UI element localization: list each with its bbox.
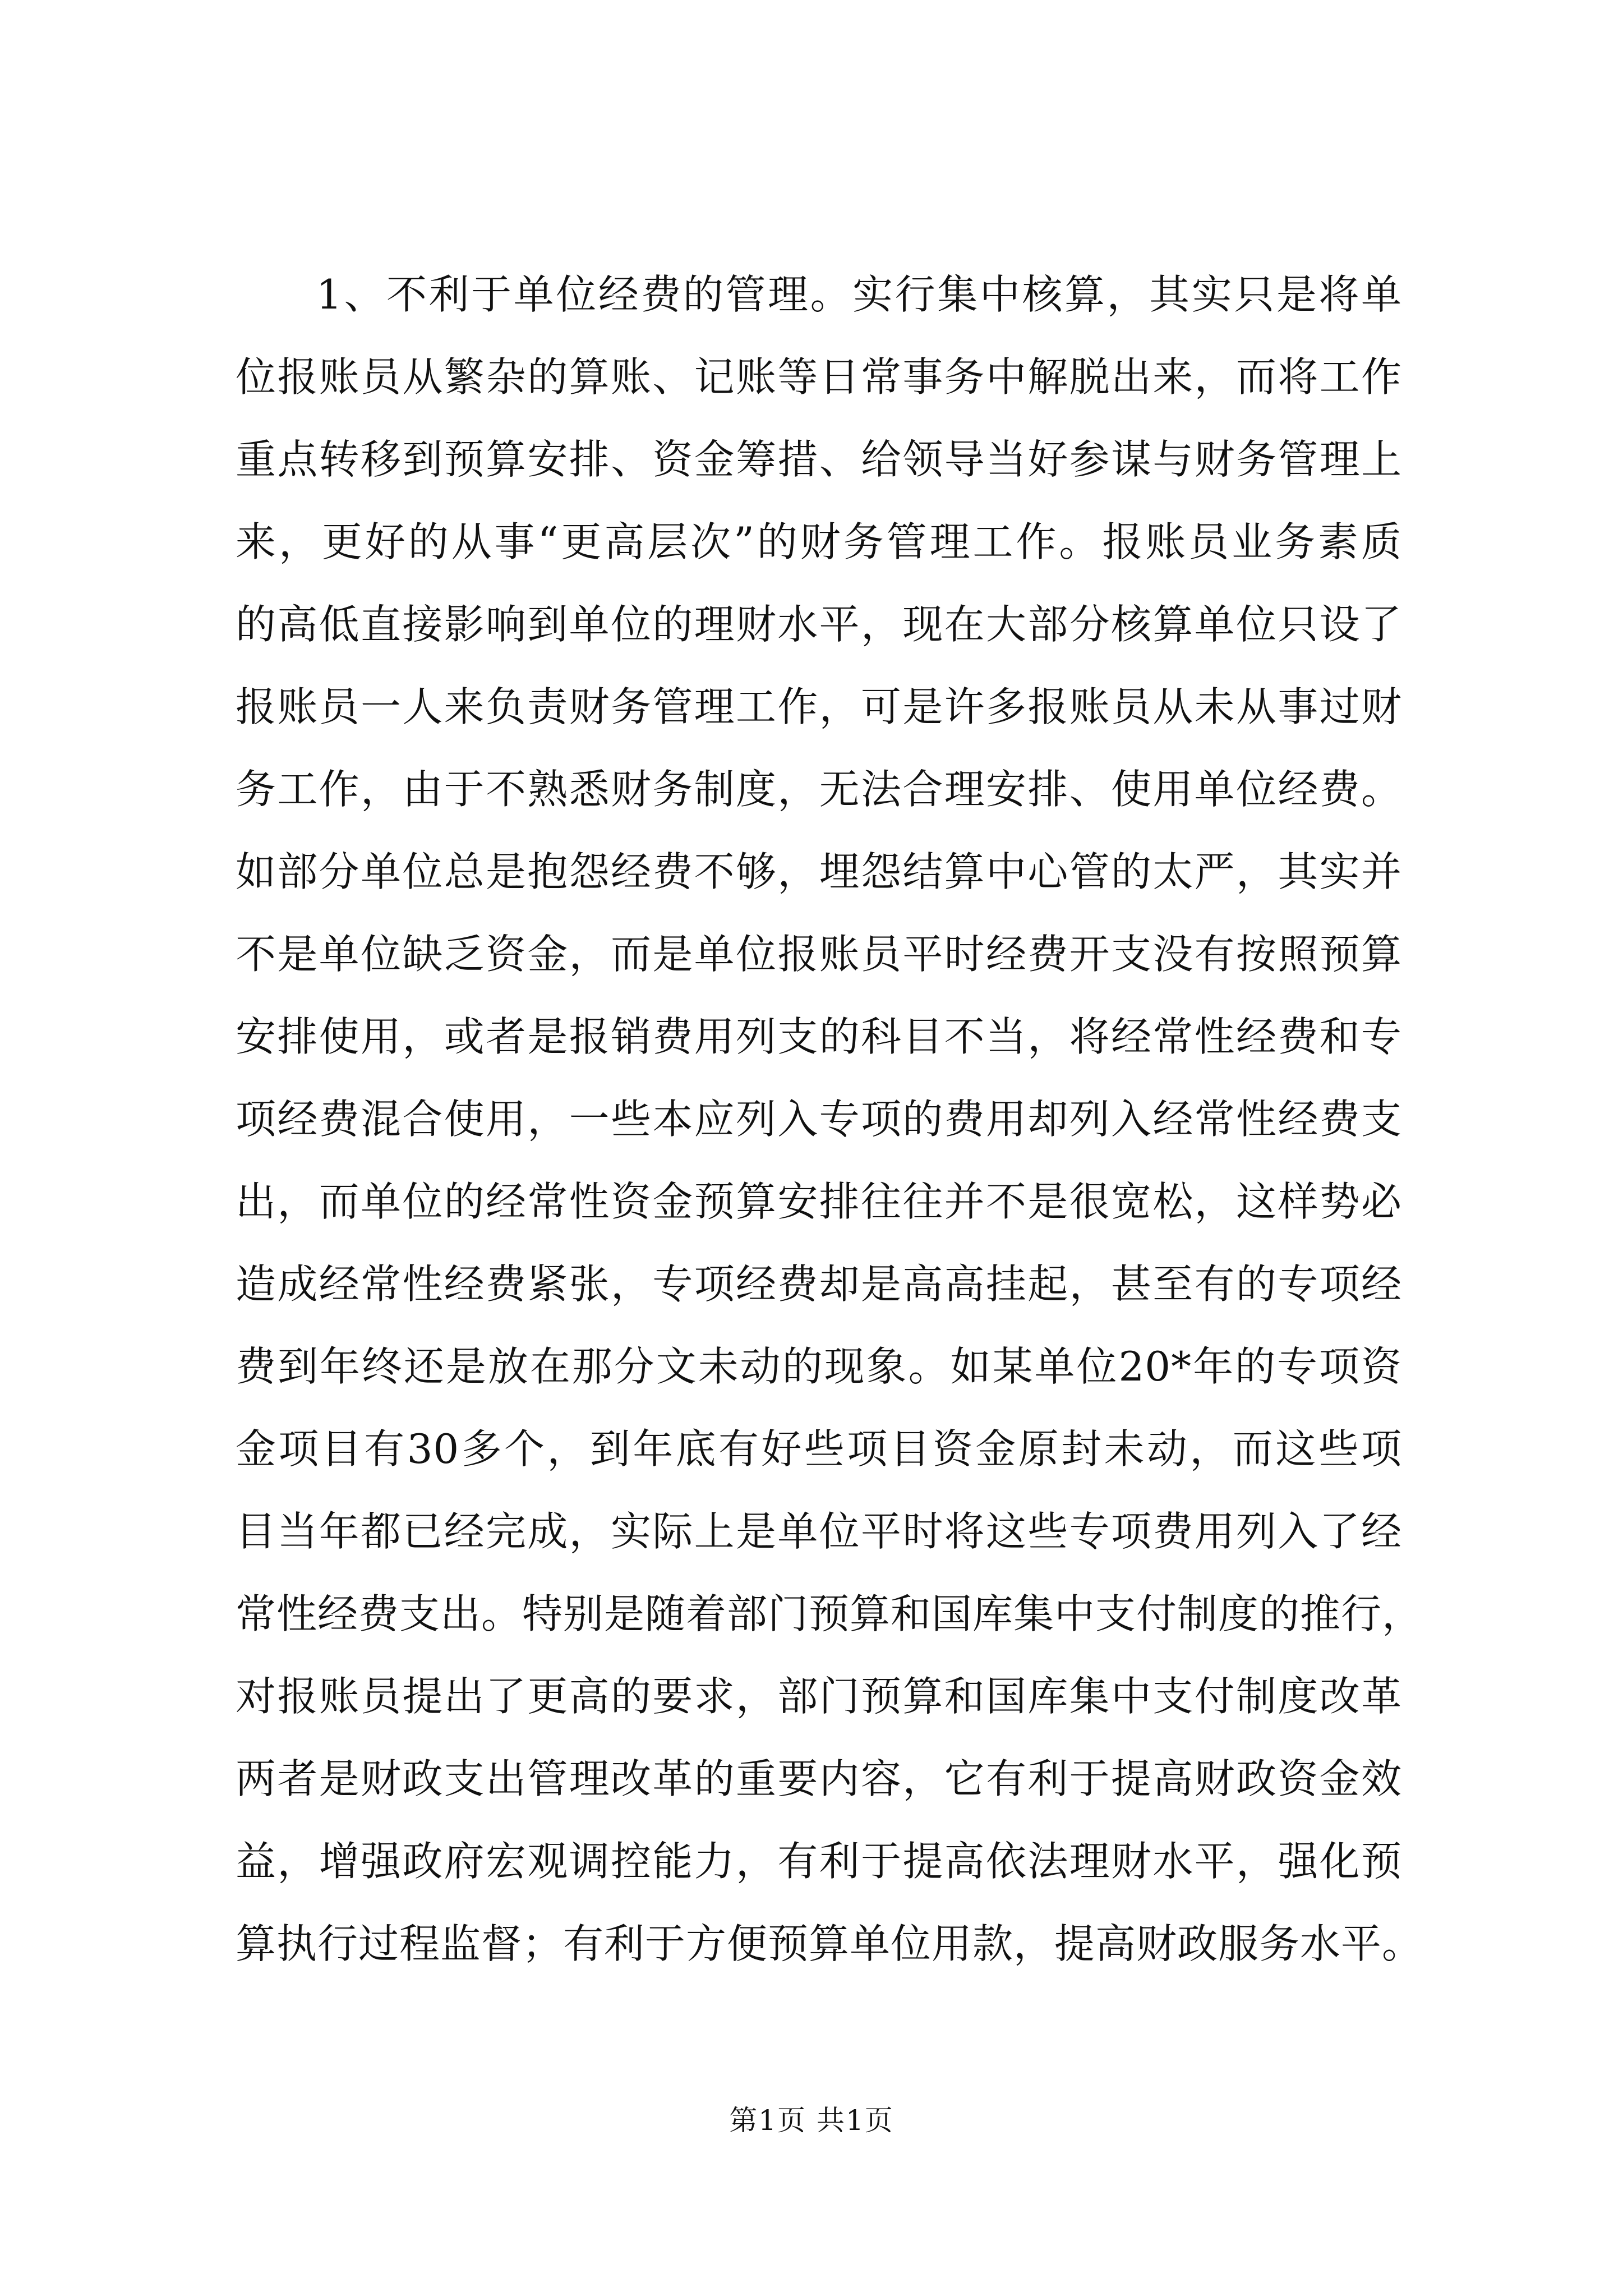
paragraph-line: 如部分单位总是抱怨经费不够，埋怨结算中心管的太严，其实并	[236, 848, 1402, 895]
paragraph-line: 安排使用，或者是报销费用列支的科目不当，将经常性经费和专	[236, 1013, 1402, 1060]
paragraph-line: 造成经常性经费紧张，专项经费却是高高挂起，甚至有的专项经	[236, 1260, 1402, 1308]
paragraph-line: 来，更好的从事“更高层次”的财务管理工作。报账员业务素质	[236, 518, 1402, 565]
paragraph-line: 务工作，由于不熟悉财务制度，无法合理安排、使用单位经费。	[236, 766, 1402, 813]
paragraph-line: 重点转移到预算安排、资金筹措、给领导当好参谋与财务管理上	[236, 436, 1402, 483]
paragraph-line: 的高低直接影响到单位的理财水平，现在大部分核算单位只设了	[236, 601, 1402, 648]
paragraph-line: 目当年都已经完成，实际上是单位平时将这些专项费用列入了经	[236, 1508, 1402, 1555]
paragraph-line: 两者是财政支出管理改革的重要内容，它有利于提高财政资金效	[236, 1755, 1402, 1802]
paragraph-line: 项经费混合使用，一些本应列入专项的费用却列入经常性经费支	[236, 1096, 1402, 1143]
paragraph-line: 算执行过程监督；有利于方便预算单位用款，提高财政服务水平。	[236, 1920, 1423, 1967]
paragraph-line: 金项目有30多个，到年底有好些项目资金原封未动，而这些项	[236, 1425, 1402, 1473]
paragraph-line: 报账员一人来负责财务管理工作，可是许多报账员从未从事过财	[236, 683, 1402, 730]
page-footer: 第1页 共1页	[729, 2104, 894, 2137]
paragraph-line: 费到年终还是放在那分文未动的现象。如某单位20*年的专项资	[236, 1343, 1402, 1390]
paragraph-line: 位报账员从繁杂的算账、记账等日常事务中解脱出来，而将工作	[236, 353, 1402, 401]
paragraph-line: 出，而单位的经常性资金预算安排往往并不是很宽松，这样势必	[236, 1178, 1402, 1225]
paragraph-line: 常性经费支出。特别是随着部门预算和国库集中支付制度的推行，	[236, 1590, 1423, 1637]
paragraph-line: 对报账员提出了更高的要求，部门预算和国库集中支付制度改革	[236, 1673, 1402, 1720]
paragraph-line: 益，增强政府宏观调控能力，有利于提高依法理财水平，强化预	[236, 1838, 1402, 1885]
body-paragraph	[236, 254, 1423, 1985]
paragraph-line: 不是单位缺乏资金，而是单位报账员平时经费开支没有按照预算	[236, 931, 1402, 978]
paragraph-line: 1、不利于单位经费的管理。实行集中核算，其实只是将单	[316, 271, 1402, 318]
